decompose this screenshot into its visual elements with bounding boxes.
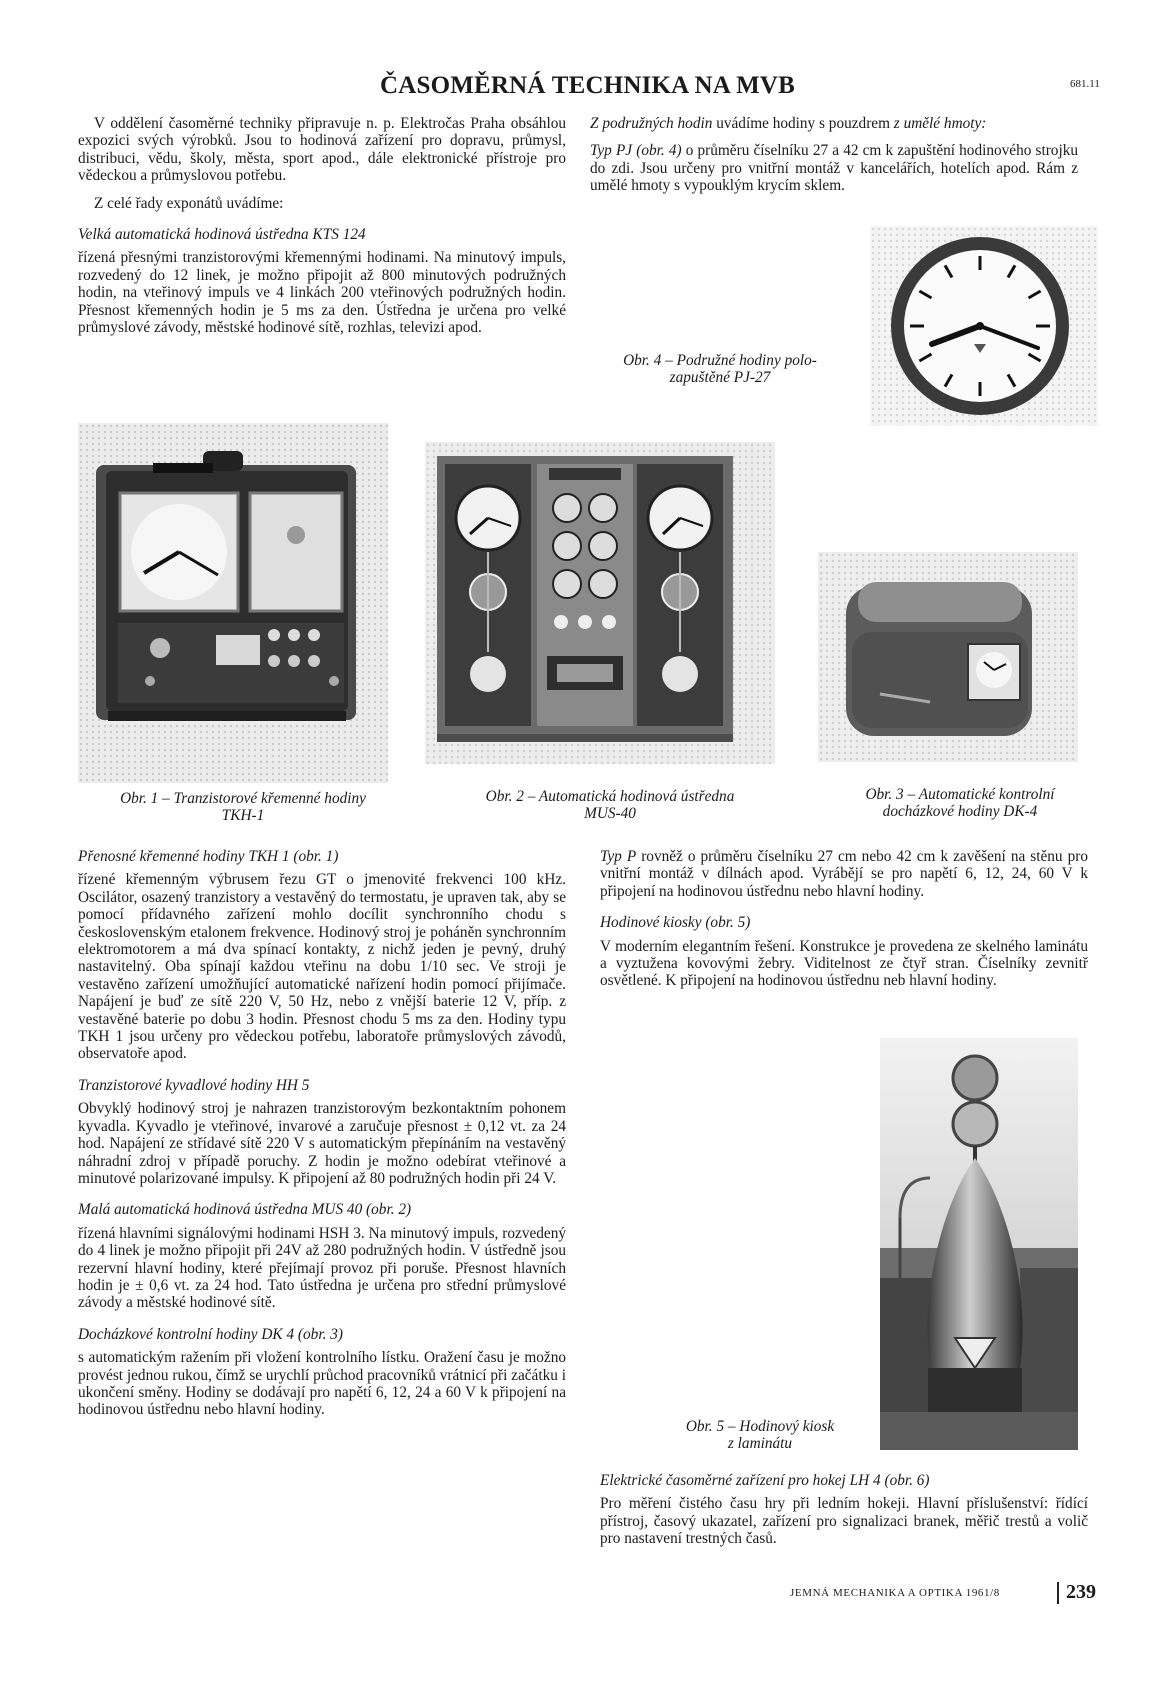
right-bottom-column	[600, 848, 1088, 1000]
subsidiary-clocks-suffix: z umělé hmoty:	[893, 115, 987, 132]
subsidiary-clocks-mid: uvádíme hodiny s pouzdrem	[712, 115, 894, 132]
hh-heading: Tranzistorové kyvadlové hodiny HH 5	[78, 1076, 310, 1094]
journal-name: JEMNÁ MECHANIKA A OPTIKA 1961/8	[790, 1587, 1000, 1599]
page-number: 239	[1066, 1581, 1096, 1603]
mus-heading: Malá automatická hodinová ústředna MUS 40 (obr. 2)	[78, 1201, 412, 1219]
subsidiary-clocks-heading	[590, 115, 1078, 132]
figure-1-photo	[78, 423, 388, 783]
pj-figure-ref: (obr. 4)	[632, 142, 682, 160]
figure-5-photo	[880, 1038, 1078, 1450]
clock-kiosk-image	[880, 1038, 1078, 1450]
type-p-paragraph	[600, 848, 1088, 900]
time-recorder-image	[818, 552, 1078, 762]
kiosk-heading: Hodinové kiosky (obr. 5)	[600, 914, 751, 932]
hockey-paragraph: Pro měření čistého času hry při ledním hokeji. Hlavní příslušenství: řídící přístroj, časový ukazatel, zařízení pro signalizaci branek, měřič trestů a volič pro nastavení trestných časů.	[600, 1495, 1088, 1548]
figure-5-caption-line1: Obr. 5 – Hodinový kiosk	[685, 1418, 835, 1435]
left-top-column	[78, 115, 566, 346]
mus-paragraph: řízená hlavními signálovými hodinami HSH 3. Na minutový impuls, rozvedený do 4 linek je možno připojit při 24V až 280 podružných hodin. V ústředně jsou rezervní hlavní hodiny, které přejímají provoz při poruše. Přesnost hlavních hodin je ± 0,6 vt. za 24 hod. Tato ústředna je určena pro střední průmyslové závody a městské hodinové sítě.	[78, 1224, 566, 1312]
figure-2-caption	[430, 788, 790, 822]
figure-4-photo	[870, 226, 1098, 426]
dk-paragraph: s automatickým ražením při vložení kontrolního lístku. Oražení času je možno provést jednou rukou, čímž se urychlí průchod pracovníků vrátnicí při začátku i ukončení směny. Hodiny se dodávají pro napětí 6, 12, 24 a 60 V k připojení na hodinovou ústřednu nebo hlavní hodiny.	[78, 1349, 566, 1419]
type-p-label: Typ P	[600, 848, 637, 865]
figure-2-caption-line1: Obr. 2 – Automatická hodinová ústředna	[485, 788, 735, 805]
pj-type-label: Typ PJ	[590, 142, 633, 160]
left-bottom-column	[78, 848, 566, 1429]
pj-paragraph	[590, 142, 1078, 194]
figure-1-caption-line2: TKH-1	[221, 807, 265, 824]
subsidiary-clocks-prefix: Z podružných hodin	[590, 115, 713, 132]
figure-4-caption-line2: zapuštěné PJ-27	[669, 369, 771, 386]
figure-5-caption	[645, 1418, 875, 1452]
figure-1-caption	[78, 790, 408, 824]
figure-4-caption-line1: Obr. 4 – Podružné hodiny polo-	[623, 352, 817, 369]
figure-1-caption-line1: Obr. 1 – Tranzistorové křemenné hodiny	[120, 790, 366, 807]
footer-divider	[1057, 1582, 1059, 1604]
pj-body: o průměru číselníku 27 a 42 cm k zapuštění hodinového strojku do zdi. Jsou určeny pro vnitřní montáž v kancelářích, hotelích apod. Rám z umělé hmoty s vypouklým krycím sklem.	[590, 142, 1078, 195]
figure-3-caption-line2: docházkové hodiny DK-4	[882, 803, 1038, 820]
figure-5-caption-line2: z laminátu	[727, 1435, 793, 1452]
figure-3-caption	[825, 786, 1095, 820]
hockey-heading: Elektrické časoměrné zařízení pro hokej LH 4 (obr. 6)	[600, 1472, 930, 1489]
dk-heading: Docházkové kontrolní hodiny DK 4 (obr. 3)	[78, 1325, 343, 1343]
tkh-heading: Přenosné křemenné hodiny TKH 1 (obr. 1)	[78, 848, 339, 865]
wall-clock-image	[870, 226, 1098, 426]
lead-paragraph: Z celé řady exponátů uvádíme:	[94, 194, 284, 212]
tkh-paragraph: řízené křemenným výbrusem řezu GT o jmenovité frekvenci 100 kHz. Oscilátor, osazený tranzistory a vestavěný do termostatu, je upraven tak, aby se pomocí přídavného zařízení mohlo docílit synchronního chodu s československým etalonem frekvence. Hodinový stroj je poháněn synchronním elektromotorem a má dva spínací kontakty, z nichž jeden je pevný, druhý nastavitelný. Oba spínají každou vteřinu na dobu 1/10 sec. Ve stroji je vestavěno zařízení umožňující automatické nařízení hodin pomocí přijímače. Napájení je buď ze sítě 220 V, 50 Hz, nebo z vnější baterie 12 V, příp. z vestavěné baterie po dobu 3 hodin. Přesnost chodu 5 ms za den. Hodiny typu TKH 1 jsou určeny pro vědeckou potřebu, laboratoře průmyslových závodů, observatoře apod.	[78, 871, 566, 1063]
kiosk-paragraph: V moderním elegantním řešení. Konstrukce je provedena ze skelného laminátu a vyztužena kovovými žebry. Viditelnost ze čtyř stran. Číselníky zevnitř osvětlené. K připojení na hodinovou ústřednu neb hlavní hodiny.	[600, 937, 1088, 990]
kts-heading: Velká automatická hodinová ústředna KTS 124	[78, 226, 366, 244]
right-top-column	[590, 115, 1078, 205]
udc-code: 681.11	[1070, 78, 1100, 90]
figure-2-caption-line2: MUS-40	[584, 805, 636, 822]
hockey-section	[600, 1472, 1088, 1558]
clock-exchange-image	[425, 442, 775, 764]
hh-paragraph: Obvyklý hodinový stroj je nahrazen tranzistorovým bezkontaktním pohonem kyvadla. Kyvadlo je vteřinové, invarové a zaručuje přesnost ± 0,12 vt. za 24 hod. Napájení ze střídavé sítě 220 V s automatickým přepínáním na vestavěný náhradní zdroj v případě poruchy. Z hodin je možno odebírat vteřinové a minutové polarizované impulsy. K připojení až 80 podružných hodin při 24 V.	[78, 1100, 566, 1187]
figure-2-photo	[425, 442, 775, 764]
intro-paragraph: V oddělení časoměrné techniky připravuje n. p. Elektročas Praha obsáhlou expozici svých výrobků. Jsou to hodinová zařízení pro dopravu, průmysl, distribuci, vědu, školy, města, sport apod., dále elektronické přístroje pro vědeckou a průmyslovou potřebu.	[78, 115, 566, 185]
quartz-clock-image	[78, 423, 388, 783]
article-title: ČASOMĚRNÁ TECHNIKA NA MVB	[380, 72, 795, 99]
kts-paragraph: řízená přesnými tranzistorovými křemennými hodinami. Na minutový impuls, rozvedený do 12 linek, je možno připojit až 800 minutových podružných hodin, na vteřinový impuls ve 4 linkách 200 vteřinových podružných hodin. Přesnost křemenných hodin je 5 ms za den. Ústředna je určena pro velké průmyslové závody, městské hodinové sítě, rozhlas, televizi apod.	[78, 249, 566, 337]
type-p-body: rovněž o průměru číselníku 27 cm nebo 42 cm k zavěšení na stěnu pro vnitřní montáž v dílnách apod. Vyrábějí se pro napětí 6, 12, 24, 60 V k připojení na hodinovou ústřednu nebo hlavní hodiny.	[600, 848, 1088, 900]
figure-3-photo	[818, 552, 1078, 762]
figure-3-caption-line1: Obr. 3 – Automatické kontrolní	[865, 786, 1055, 803]
figure-4-caption	[585, 352, 855, 386]
